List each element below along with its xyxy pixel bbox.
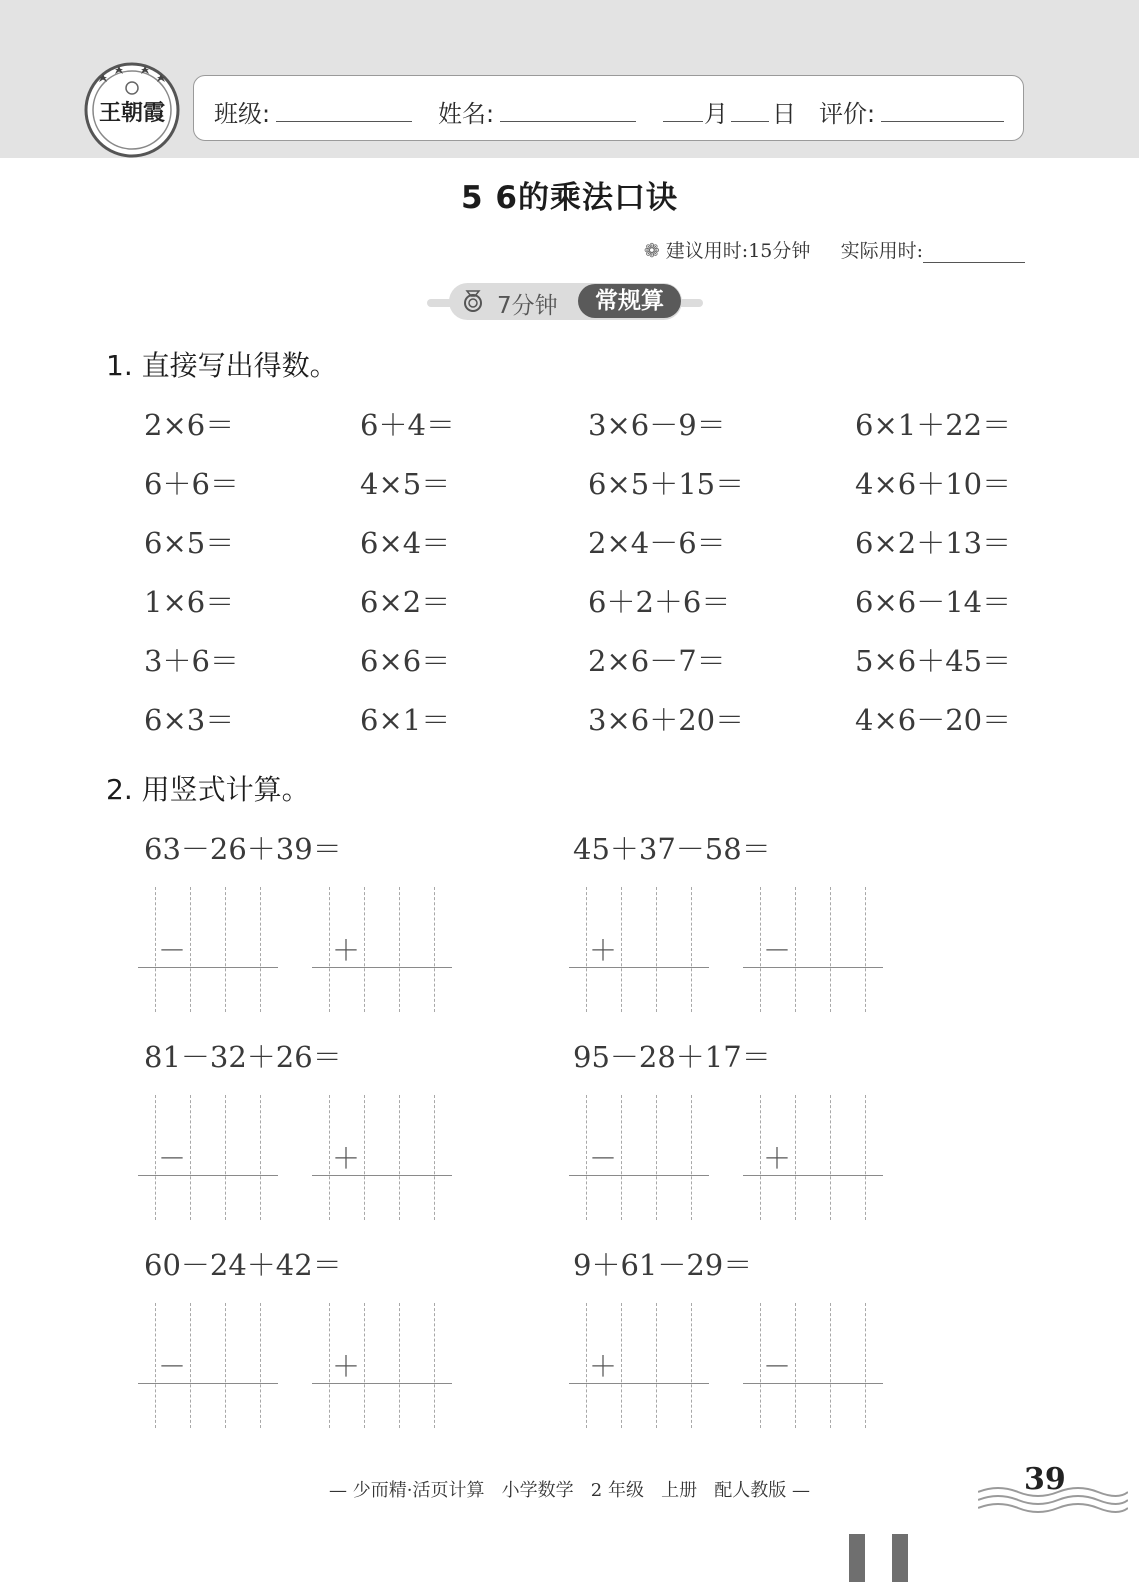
problem: 6×2＋13＝	[855, 526, 1012, 560]
vertical-calc-expression: 45＋37－58＝	[573, 832, 771, 866]
actual-time-label: 实际用时:	[840, 240, 923, 262]
problem: 5×6＋45＝	[855, 644, 1012, 678]
problem: 2×6＝	[144, 408, 235, 442]
rating-field[interactable]	[881, 121, 1004, 122]
student-info-box	[193, 75, 1024, 141]
section1-title: 1. 直接写出得数。	[106, 349, 338, 382]
problem: 4×6＋10＝	[855, 467, 1012, 501]
problem: 6×2＝	[360, 585, 451, 619]
suggested-time: 建议用时:15分钟	[665, 240, 811, 262]
operator-sign: ＋	[332, 934, 361, 967]
vertical-calc-expression: 60－24＋42＝	[144, 1248, 342, 1282]
operator-sign: －	[763, 1350, 792, 1383]
time-info	[644, 236, 1025, 263]
day-label: 日	[772, 100, 796, 128]
page-number: 39	[1024, 1462, 1066, 1497]
vertical-calc-expression: 9＋61－29＝	[573, 1248, 753, 1282]
problem: 6×4＝	[360, 526, 451, 560]
problem: 6×6＝	[360, 644, 451, 678]
problem: 6×6－14＝	[855, 585, 1012, 619]
work-grid[interactable]	[569, 887, 709, 1012]
actual-time-field[interactable]	[923, 242, 1025, 263]
problem: 6×1＋22＝	[855, 408, 1012, 442]
vertical-calc-expression: 63－26＋39＝	[144, 832, 342, 866]
work-grid[interactable]	[138, 1095, 278, 1220]
class-label: 班级:	[214, 100, 271, 128]
problem: 3×6＋20＝	[588, 703, 745, 737]
work-grid[interactable]	[743, 1095, 883, 1220]
operator-sign: ＋	[332, 1350, 361, 1383]
problem: 6＋4＝	[360, 408, 455, 442]
operator-sign: ＋	[332, 1142, 361, 1175]
name-field[interactable]	[500, 121, 636, 122]
svg-text:王朝霞: 王朝霞	[98, 100, 166, 126]
operator-sign: －	[158, 934, 187, 967]
operator-sign: －	[763, 934, 792, 967]
publisher-logo	[83, 60, 181, 158]
problem: 6×5＝	[144, 526, 235, 560]
medal-icon	[462, 289, 484, 313]
work-grid[interactable]	[743, 1303, 883, 1428]
operator-sign: －	[589, 1142, 618, 1175]
work-grid[interactable]	[138, 1303, 278, 1428]
problem: 4×5＝	[360, 467, 451, 501]
section2-title: 2. 用竖式计算。	[106, 773, 310, 806]
vertical-calc-expression: 95－28＋17＝	[573, 1040, 771, 1074]
operator-sign: ＋	[763, 1142, 792, 1175]
work-grid[interactable]	[743, 887, 883, 1012]
day-field[interactable]	[731, 121, 769, 122]
work-grid[interactable]	[312, 1095, 452, 1220]
operator-sign: －	[158, 1350, 187, 1383]
bottom-mark	[892, 1534, 908, 1582]
problem: 2×4－6＝	[588, 526, 726, 560]
tag-duration: 7分钟	[497, 293, 558, 319]
rating-label: 评价:	[819, 100, 876, 128]
problem: 1×6＝	[144, 585, 235, 619]
name-label: 姓名:	[438, 100, 495, 128]
tag-type: 常规算	[578, 284, 681, 318]
clock-icon: ❁	[643, 240, 660, 262]
problem: 6×3＝	[144, 703, 235, 737]
problem: 4×6－20＝	[855, 703, 1012, 737]
problem: 3＋6＝	[144, 644, 239, 678]
month-field[interactable]	[663, 121, 703, 122]
operator-sign: ＋	[589, 1350, 618, 1383]
problem: 2×6－7＝	[588, 644, 726, 678]
problem: 6＋2＋6＝	[588, 585, 731, 619]
vertical-calc-expression: 81－32＋26＝	[144, 1040, 342, 1074]
problem: 6＋6＝	[144, 467, 239, 501]
work-grid[interactable]	[138, 887, 278, 1012]
operator-sign: －	[158, 1142, 187, 1175]
problem: 3×6－9＝	[588, 408, 726, 442]
work-grid[interactable]	[569, 1095, 709, 1220]
class-field[interactable]	[276, 121, 412, 122]
page-title: 5 6的乘法口诀	[461, 180, 678, 216]
work-grid[interactable]	[569, 1303, 709, 1428]
bottom-mark	[849, 1534, 865, 1582]
month-label: 月	[704, 100, 728, 128]
work-grid[interactable]	[312, 887, 452, 1012]
operator-sign: ＋	[589, 934, 618, 967]
problem: 6×1＝	[360, 703, 451, 737]
footer-text: — 少而精·活页计算 小学数学 2 年级 上册 配人教版 —	[329, 1480, 810, 1501]
work-grid[interactable]	[312, 1303, 452, 1428]
problem: 6×5＋15＝	[588, 467, 745, 501]
